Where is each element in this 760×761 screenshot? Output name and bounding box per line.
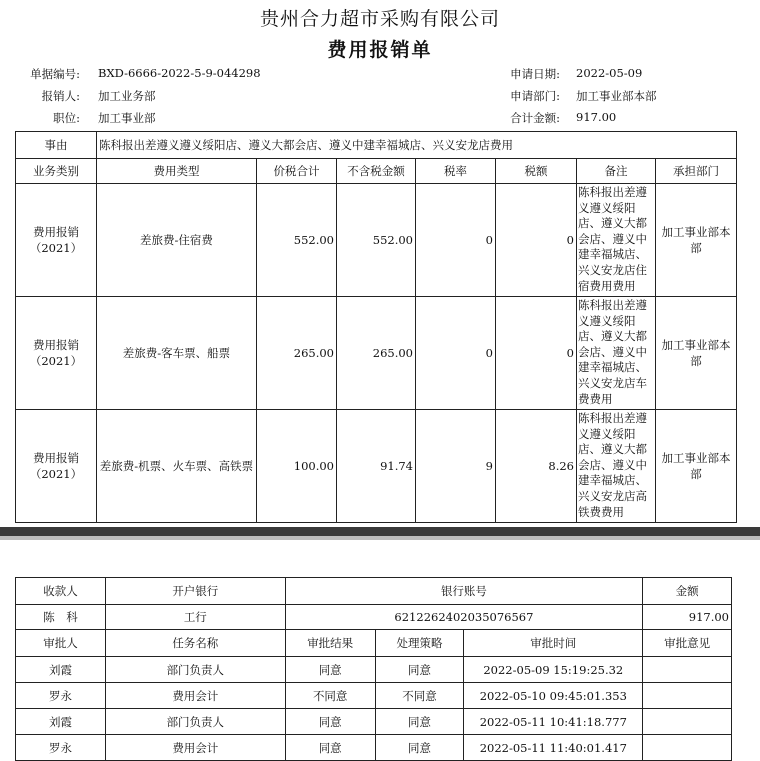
bank-name: 工行 [105,605,285,630]
col-header-net: 不含税金额 [337,159,416,184]
col-header-amount: 金额 [643,578,732,605]
approver-name: 罗永 [16,683,106,709]
approver-name: 罗永 [16,735,106,761]
payment-approval-table [15,577,732,761]
col-header-type: 费用类型 [97,159,257,184]
expense-dept: 加工事业部本部 [656,184,737,297]
expense-remark: 陈科报出差遵义遵义绥阳店、遵义大都会店、遵义中建幸福城店、兴义安龙店住宿费用费用 [577,184,656,297]
expense-tax: 0 [496,297,577,410]
expense-dept: 加工事业部本部 [656,410,737,523]
approver-name: 刘霞 [16,657,106,683]
reason-text: 陈科报出差遵义遵义绥阳店、遵义大都会店、遵义中建幸福城店、兴义安龙店费用 [97,132,737,159]
col-header-task: 任务名称 [105,630,285,657]
expense-row [16,410,737,523]
approval-result: 同意 [285,657,375,683]
payment-row [16,605,732,630]
approval-time: 2022-05-11 11:40:01.417 [464,735,643,761]
approval-result: 不同意 [285,683,375,709]
approval-task: 部门负责人 [105,709,285,735]
approval-opinion [643,683,732,709]
company-name: 贵州合力超市采购有限公司 [259,8,500,30]
approval-task: 部门负责人 [105,657,285,683]
position-value: 加工事业部 [98,111,156,125]
col-header-total: 价税合计 [257,159,337,184]
position-label: 职位: [53,111,80,125]
applicant-label: 报销人: [41,89,80,103]
col-header-account: 银行账号 [285,578,642,605]
approval-strategy: 不同意 [375,683,464,709]
approval-strategy: 同意 [375,709,464,735]
expense-net: 91.74 [337,410,416,523]
approval-time: 2022-05-11 10:41:18.777 [464,709,643,735]
approval-result: 同意 [285,735,375,761]
col-header-approver: 审批人 [16,630,106,657]
expense-dept: 加工事业部本部 [656,297,737,410]
approver-name: 刘霞 [16,709,106,735]
approval-header-row [16,630,732,657]
payment-header-row [16,578,732,605]
expense-category: 费用报销（2021） [16,184,97,297]
apply-dept-value: 加工事业部本部 [576,89,657,103]
expense-remark: 陈科报出差遵义遵义绥阳店、遵义大都会店、遵义中建幸福城店、兴义安龙店车费费用 [577,297,656,410]
approval-row [16,709,732,735]
expense-type: 差旅费-机票、火车票、高铁票 [97,410,257,523]
expense-category: 费用报销（2021） [16,297,97,410]
expense-tax: 8.26 [496,410,577,523]
total-amount-label: 合计金额: [510,111,560,125]
col-header-bank: 开户银行 [105,578,285,605]
approval-opinion [643,709,732,735]
payee-name: 陈 科 [16,605,106,630]
approval-result: 同意 [285,709,375,735]
expense-total: 100.00 [257,410,337,523]
approval-task: 费用会计 [105,683,285,709]
col-header-remark: 备注 [577,159,656,184]
doc-no-value: BXD-6666-2022-5-9-044298 [98,66,261,80]
approval-strategy: 同意 [375,657,464,683]
col-header-payee: 收款人 [16,578,106,605]
expense-row [16,297,737,410]
expense-rate: 0 [416,297,496,410]
page-separator-shadow [0,536,760,540]
expense-header-row [16,159,737,184]
expense-category: 费用报销（2021） [16,410,97,523]
doc-no-label: 单据编号: [30,67,80,81]
expense-rate: 9 [416,410,496,523]
expense-total: 265.00 [257,297,337,410]
col-header-result: 审批结果 [285,630,375,657]
expense-row [16,184,737,297]
page-separator [0,527,760,536]
approval-task: 费用会计 [105,735,285,761]
expense-net: 265.00 [337,297,416,410]
expense-type: 差旅费-客车票、船票 [97,297,257,410]
approval-row [16,657,732,683]
apply-date-value: 2022-05-09 [576,66,643,80]
col-header-strategy: 处理策略 [375,630,464,657]
col-header-dept: 承担部门 [656,159,737,184]
approval-time: 2022-05-09 15:19:25.32 [464,657,643,683]
expense-tax: 0 [496,184,577,297]
col-header-rate: 税率 [416,159,496,184]
expense-table [15,131,737,523]
form-title: 费用报销单 [327,39,433,61]
bank-account: 6212262402035076567 [285,605,642,630]
expense-type: 差旅费-住宿费 [97,184,257,297]
col-header-time: 审批时间 [464,630,643,657]
apply-date-label: 申请日期: [510,67,560,81]
applicant-value: 加工业务部 [98,89,156,103]
approval-opinion [643,735,732,761]
expense-net: 552.00 [337,184,416,297]
approval-row [16,683,732,709]
approval-row [16,735,732,761]
col-header-category: 业务类别 [16,159,97,184]
col-header-opinion: 审批意见 [643,630,732,657]
expense-remark: 陈科报出差遵义遵义绥阳店、遵义大都会店、遵义中建幸福城店、兴义安龙店高铁费费用 [577,410,656,523]
col-header-tax: 税额 [496,159,577,184]
total-amount-value: 917.00 [576,110,617,124]
expense-total: 552.00 [257,184,337,297]
reason-label: 事由 [16,132,97,159]
approval-time: 2022-05-10 09:45:01.353 [464,683,643,709]
payment-amount: 917.00 [643,605,732,630]
approval-opinion [643,657,732,683]
expense-rate: 0 [416,184,496,297]
approval-strategy: 同意 [375,735,464,761]
apply-dept-label: 申请部门: [510,89,560,103]
